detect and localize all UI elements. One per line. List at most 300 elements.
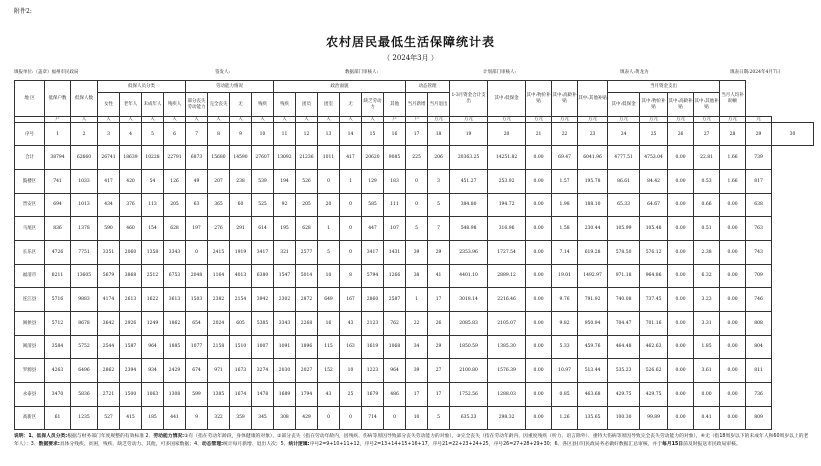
table-cell: 1308 <box>164 383 186 407</box>
table-cell: 526 <box>296 169 318 193</box>
table-cell: 21236 <box>296 146 318 170</box>
note-text-4: 统计每月新增、退出人次；5、 <box>223 441 289 447</box>
table-cell: 441 <box>164 406 186 430</box>
table-cell: 527 <box>98 406 120 430</box>
table-cell: 7 <box>428 217 450 241</box>
unit-cell: 万元 <box>668 117 694 123</box>
table-cell: 811 <box>746 359 772 383</box>
table-cell: 0 <box>340 240 362 264</box>
table-cell: 20620 <box>362 146 384 170</box>
table-cell: 817 <box>746 169 772 193</box>
region-cell: 马尾区 <box>15 217 45 241</box>
table-cell: 3642 <box>98 311 120 335</box>
table-cell: 0 <box>318 169 340 193</box>
table-cell: 2577 <box>296 240 318 264</box>
region-cell: 闽侯县 <box>15 311 45 335</box>
unit-cell: 人 <box>186 117 208 123</box>
table-cell: 5679 <box>98 264 120 288</box>
table-cell: 791.92 <box>578 288 608 312</box>
table-cell: 1007 <box>252 335 274 359</box>
table-cell: 808 <box>746 311 772 335</box>
table-cell: 605 <box>230 311 252 335</box>
table-cell: 27 <box>428 359 450 383</box>
table-cell: 420 <box>120 169 142 193</box>
table-cell: 0.00 <box>720 311 746 335</box>
index-cell: 18 <box>428 123 450 146</box>
table-cell: 578.50 <box>608 240 640 264</box>
table-cell: 590 <box>98 217 120 241</box>
unit-cell: 人 <box>120 117 142 123</box>
table-cell: 3470 <box>45 383 71 407</box>
unit-cell: 元 <box>746 117 772 123</box>
index-cell: 19 <box>450 123 488 146</box>
table-cell: 3584 <box>45 335 71 359</box>
header-col-partial-loss: 部分丧失劳动能力 <box>186 93 208 117</box>
table-cell: 746 <box>746 288 772 312</box>
table-cell: 2860 <box>362 288 384 312</box>
index-cell: 3 <box>98 123 120 146</box>
table-cell: 649 <box>318 288 340 312</box>
table-cell: 4174 <box>98 288 120 312</box>
meta-plan-checker: 计划部门审核人: <box>483 70 517 75</box>
unit-cell: 万元 <box>578 117 608 123</box>
table-cell: 1576.39 <box>488 359 526 383</box>
table-cell: 0.00 <box>526 359 552 383</box>
index-cell: 15 <box>362 123 384 146</box>
header-class-group: 低保人员分类 <box>98 81 186 93</box>
table-cell: 321 <box>274 240 296 264</box>
meta-date: 填表日期:2024年4月7日 <box>730 70 781 75</box>
table-cell: 576.12 <box>640 240 668 264</box>
footnote <box>14 433 809 448</box>
table-cell: 447 <box>362 217 384 241</box>
header-col-p3: 团室 <box>318 93 340 117</box>
table-cell: 10.97 <box>552 359 578 383</box>
index-cell: 7 <box>186 123 208 146</box>
table-cell: 205 <box>296 193 318 217</box>
unit-cell: 万元 <box>694 117 720 123</box>
table-cell: 0 <box>406 193 428 217</box>
table-cell: 0.00 <box>668 383 694 407</box>
table-cell: 0.00 <box>526 383 552 407</box>
table-cell: 39 <box>406 359 428 383</box>
table-cell: 10 <box>340 359 362 383</box>
table-cell: 384.80 <box>450 193 488 217</box>
table-cell: 2926 <box>120 311 142 335</box>
table-cell: 464.48 <box>608 335 640 359</box>
table-cell: 5 <box>318 240 340 264</box>
index-cell: 14 <box>340 123 362 146</box>
header-col-disability: 残疾 <box>252 93 274 117</box>
table-row <box>15 288 814 312</box>
region-cell: 合计 <box>15 146 45 170</box>
table-cell: 316.96 <box>488 217 526 241</box>
index-cell: 27 <box>694 123 720 146</box>
table-cell: 525 <box>252 193 274 217</box>
index-cell: 20 <box>488 123 526 146</box>
table-cell: 26741 <box>98 146 120 170</box>
header-persons: 低保人数 <box>71 81 98 117</box>
table-cell: 0.00 <box>526 193 552 217</box>
table-cell: 0.00 <box>668 311 694 335</box>
table-cell: 206 <box>428 146 450 170</box>
header-col-p1: 残疾 <box>274 93 296 117</box>
table-cell: 0 <box>406 169 428 193</box>
table-cell: 1500 <box>120 383 142 407</box>
unit-cell: 人 <box>98 117 120 123</box>
table-row <box>15 264 814 288</box>
table-cell: 0.00 <box>720 288 746 312</box>
table-cell: 15680 <box>208 146 230 170</box>
header-households: 低保户数 <box>45 81 71 117</box>
unit-cell: 万元 <box>450 117 488 123</box>
statistics-table <box>14 80 814 430</box>
table-cell: 3351 <box>98 240 120 264</box>
table-cell: 1919 <box>230 240 252 264</box>
table-cell: 1674 <box>230 383 252 407</box>
table-cell: 0.00 <box>668 146 694 170</box>
region-cell: 福清市 <box>15 264 45 288</box>
table-cell: 2123 <box>362 311 384 335</box>
table-cell: 8 <box>340 264 362 288</box>
table-cell: 1587 <box>120 335 142 359</box>
table-cell: 113 <box>142 193 164 217</box>
table-cell: 628 <box>296 217 318 241</box>
unit-cell: 户 <box>384 117 406 123</box>
table-cell: 1.58 <box>552 217 578 241</box>
table-cell: 19.01 <box>552 264 578 288</box>
table-cell: 41 <box>428 264 450 288</box>
table-cell: 17 <box>428 383 450 407</box>
table-cell: 3343 <box>164 240 186 264</box>
index-cell: 8 <box>208 123 230 146</box>
table-cell: 27607 <box>252 146 274 170</box>
table-cell: 39 <box>406 240 428 264</box>
table-cell: 1223 <box>362 359 384 383</box>
table-cell: 20363.25 <box>450 146 488 170</box>
table-row <box>15 217 814 241</box>
table-cell: 188.10 <box>578 193 608 217</box>
table-cell: 2587 <box>384 288 406 312</box>
meta-filler: 填表人:黄龙为 <box>620 70 649 75</box>
header-col-c14: 其中:高龄补贴 <box>552 81 578 117</box>
table-cell: 1385.30 <box>488 335 526 359</box>
region-cell: 高新区 <box>15 406 45 430</box>
table-row <box>15 359 814 383</box>
header-dynamic-group: 动态管理 <box>406 81 450 93</box>
table-cell: 8211 <box>45 264 71 288</box>
table-cell: 0.00 <box>668 193 694 217</box>
table-cell: 950.94 <box>578 311 608 335</box>
header-col-p4: 无 <box>340 93 362 117</box>
table-cell: 3417 <box>252 240 274 264</box>
unit-cell: 人 <box>71 117 98 123</box>
table-cell: 92 <box>274 193 296 217</box>
index-cell: 9 <box>230 123 252 146</box>
note-label-2: 劳动能力情况: <box>153 434 185 439</box>
header-col-p5: 缺乏劳动力 <box>362 93 384 117</box>
table-cell: 3417 <box>362 240 384 264</box>
header-col-m3: 其中:高龄补贴 <box>668 93 694 117</box>
table-cell: 5794 <box>362 264 384 288</box>
table-cell: 714 <box>362 406 384 430</box>
header-fund-total: 1-3月资金合计支出 <box>450 81 488 117</box>
table-cell: 183 <box>384 169 406 193</box>
table-row <box>15 169 814 193</box>
index-row <box>15 123 814 146</box>
header-col-elderly: 老年人 <box>120 93 142 117</box>
table-cell: 9.76 <box>552 288 578 312</box>
index-cell: 22 <box>552 123 578 146</box>
unit-cell: 人 <box>296 117 318 123</box>
table-cell: 0.00 <box>668 240 694 264</box>
note-text-2: ①有（指在劳动年龄段，身体健康的对象），②部分丧失（指在劳动年龄内，因残疾、伤病等原因导致部分丧失劳动能力的对象），③完全丧失（指在劳动年龄内，因重度残疾（听力、语言除外）、重特大伤病等原因导致完全丧失劳动能力的对象），④无（指18周岁以下的未成年人和60周岁以上的老年人）；3、 <box>14 434 809 447</box>
table-cell: 13605 <box>71 264 98 288</box>
meta-checker: 数据部门审核人: <box>345 70 379 75</box>
table-cell: 10 <box>406 406 428 430</box>
table-cell: 195 <box>274 217 296 241</box>
note-text-1: 根据与财务部门年度规整的有效标准 2、 <box>67 434 154 439</box>
index-cell: 10 <box>252 123 274 146</box>
table-cell: 0.00 <box>720 240 746 264</box>
table-cell: 964 <box>142 335 164 359</box>
table-cell: 2027 <box>296 359 318 383</box>
table-cell: 18639 <box>120 146 142 170</box>
table-cell: 548.98 <box>450 217 488 241</box>
index-cell: 6 <box>164 123 186 146</box>
table-cell: 2048 <box>186 264 208 288</box>
header-col-new: 当月新增 <box>406 93 428 117</box>
note-text-3: 具体分残疾、贫困，残疾、缺乏劳动力、其他，可多国家数据；4、 <box>59 441 202 447</box>
table-cell: 1288.03 <box>488 383 526 407</box>
table-cell: 2429 <box>164 359 186 383</box>
unit-cell: 人 <box>142 117 164 123</box>
table-cell: 9883 <box>71 288 98 312</box>
table-cell: 1.26 <box>552 406 578 430</box>
index-cell: 17 <box>406 123 428 146</box>
table-cell: 1.66 <box>720 169 746 193</box>
region-cell: 永泰县 <box>15 383 45 407</box>
region-cell: 闽清县 <box>15 335 45 359</box>
table-cell: 429 <box>296 406 318 430</box>
table-cell: 86.61 <box>608 169 640 193</box>
table-cell: 740.08 <box>608 288 640 312</box>
table-cell: 194 <box>274 169 296 193</box>
note-label-3: 数据要求: <box>38 441 60 447</box>
table-cell: 5836 <box>71 383 98 407</box>
table-cell: 6753 <box>164 264 186 288</box>
attachment-label: 附件2: <box>14 8 32 15</box>
table-cell: 29 <box>428 335 450 359</box>
unit-cell: 人 <box>318 117 340 123</box>
unit-cell: 万元 <box>488 117 526 123</box>
table-cell: 709 <box>746 264 772 288</box>
table-cell: 0.00 <box>526 146 552 170</box>
table-cell: 417 <box>340 146 362 170</box>
report-period: （ 2024年3月 ） <box>383 54 438 62</box>
table-cell: 535.23 <box>608 359 640 383</box>
unit-cell: 人 <box>252 117 274 123</box>
table-cell: 1.66 <box>720 146 746 170</box>
table-row <box>15 335 814 359</box>
table-cell: 65.33 <box>608 193 640 217</box>
table-row <box>15 193 814 217</box>
table-cell: 1 <box>406 288 428 312</box>
table-cell: 5712 <box>45 311 71 335</box>
table-cell: 836 <box>45 217 71 241</box>
table-cell: 638 <box>746 193 772 217</box>
header-col-c13: 其中:物价补贴 <box>526 81 552 117</box>
table-cell: 2512 <box>142 264 164 288</box>
unit-cell: 万元 <box>720 117 746 123</box>
table-cell: 0 <box>340 217 362 241</box>
table-cell: 22791 <box>164 146 186 170</box>
table-cell: 809 <box>746 406 772 430</box>
table-row <box>15 146 814 170</box>
table-cell: 0 <box>340 406 362 430</box>
table-cell: 185 <box>142 406 164 430</box>
table-cell: 63 <box>186 193 208 217</box>
table-cell: 0.00 <box>668 406 694 430</box>
table-cell: 5 <box>428 193 450 217</box>
unit-cell: 万元 <box>608 117 640 123</box>
table-cell: 2302 <box>274 288 296 312</box>
table-cell: 599 <box>186 383 208 407</box>
note-label-4: 动态管理: <box>201 441 224 447</box>
table-cell: 4401.10 <box>450 264 488 288</box>
table-cell: 17 <box>406 383 428 407</box>
table-cell: 2268 <box>296 311 318 335</box>
table-cell: 291 <box>230 217 252 241</box>
index-cell: 13 <box>318 123 340 146</box>
region-cell: 连江县 <box>15 288 45 312</box>
table-cell: 1266 <box>384 264 406 288</box>
table-cell: 704.47 <box>608 311 640 335</box>
table-cell: 194.72 <box>488 193 526 217</box>
table-cell: 38794 <box>45 146 71 170</box>
region-cell: 罗源县 <box>15 359 45 383</box>
table-cell: 5 <box>406 217 428 241</box>
table-cell: 17 <box>428 288 450 312</box>
table-cell: 1862 <box>164 311 186 335</box>
page-title: 农村居民最低生活保障统计表 <box>325 35 495 49</box>
table-cell: 3.31 <box>694 311 720 335</box>
table-cell: 22.81 <box>694 146 720 170</box>
table-cell: 276 <box>208 217 230 241</box>
unit-cell: 户 <box>406 117 428 123</box>
table-cell: 163 <box>340 335 362 359</box>
table-cell: 238 <box>230 169 252 193</box>
table-cell: 2613 <box>120 288 142 312</box>
table-cell: 0.00 <box>694 383 720 407</box>
index-cell: 28 <box>720 123 746 146</box>
unit-cell: 万元 <box>552 117 578 123</box>
table-cell: 1358 <box>142 240 164 264</box>
table-cell: 0.00 <box>720 359 746 383</box>
table-cell: 135.65 <box>578 406 608 430</box>
table-cell: 0.00 <box>720 193 746 217</box>
table-cell: 1478 <box>252 383 274 407</box>
header-col-female: 女性 <box>98 93 120 117</box>
table-cell: 5014 <box>296 264 318 288</box>
table-cell: 0.66 <box>694 193 720 217</box>
table-cell: 0.00 <box>526 406 552 430</box>
header-col-none: 无 <box>230 93 252 117</box>
table-cell: 628 <box>164 217 186 241</box>
index-cell: 29 <box>746 123 772 146</box>
table-cell: 3.61 <box>694 359 720 383</box>
table-cell: 1727.54 <box>488 240 526 264</box>
table-cell: 2060 <box>120 240 142 264</box>
table-cell: 3868 <box>120 264 142 288</box>
table-cell: 225 <box>406 146 428 170</box>
table-cell: 1503 <box>186 288 208 312</box>
index-cell: 2 <box>71 123 98 146</box>
table-cell: 741 <box>45 169 71 193</box>
index-cell: 30 <box>772 123 814 146</box>
table-cell: 1431 <box>384 240 406 264</box>
table-cell: 1235 <box>71 406 98 430</box>
table-cell: 0.00 <box>526 311 552 335</box>
table-cell: 376 <box>120 193 142 217</box>
table-cell: 463.68 <box>578 383 608 407</box>
table-cell: 3.23 <box>694 288 720 312</box>
table-cell: 1249 <box>142 311 164 335</box>
table-cell: 13092 <box>274 146 296 170</box>
table-cell: 0.00 <box>720 335 746 359</box>
index-cell: 23 <box>578 123 608 146</box>
table-cell: 0.00 <box>668 217 694 241</box>
table-cell: 934 <box>142 359 164 383</box>
table-cell: 14590 <box>230 146 252 170</box>
table-cell: 415 <box>120 406 142 430</box>
table-cell: 207 <box>208 169 230 193</box>
table-row <box>15 311 814 335</box>
index-cell: 26 <box>668 123 694 146</box>
table-cell: 9.82 <box>552 311 578 335</box>
table-cell: 60 <box>230 193 252 217</box>
table-cell: 1011 <box>318 146 340 170</box>
header-col-disabled: 残疾人 <box>164 93 186 117</box>
region-cell: 晋安区 <box>15 193 45 217</box>
table-cell: 0.00 <box>526 217 552 241</box>
header-col-m2: 其中:物价补贴 <box>640 93 668 117</box>
table-cell: 2544 <box>98 335 120 359</box>
unit-cell: 万元 <box>526 117 552 123</box>
table-cell: 195.78 <box>578 169 608 193</box>
header-month-fund-group: 当月资金支出 <box>608 81 720 93</box>
table-cell: 1.98 <box>552 193 578 217</box>
table-cell: 739 <box>746 146 772 170</box>
table-cell: 1378 <box>71 217 98 241</box>
table-cell: 1033 <box>71 169 98 193</box>
table-cell: 111 <box>384 193 406 217</box>
table-cell: 69.47 <box>552 146 578 170</box>
table-cell: 0.00 <box>526 335 552 359</box>
header-col-m4: 其中:其他补贴 <box>694 93 720 117</box>
table-cell: 486 <box>384 383 406 407</box>
table-cell: 61 <box>45 406 71 430</box>
unit-cell: 人 <box>230 117 252 123</box>
table-cell: 308 <box>274 406 296 430</box>
table-cell: 3274 <box>252 359 274 383</box>
table-cell: 0.00 <box>668 169 694 193</box>
table-cell: 54 <box>142 169 164 193</box>
table-cell: 1619 <box>362 335 384 359</box>
table-cell: 115 <box>318 335 340 359</box>
table-cell: 971.18 <box>608 264 640 288</box>
table-cell: 4777.51 <box>608 146 640 170</box>
